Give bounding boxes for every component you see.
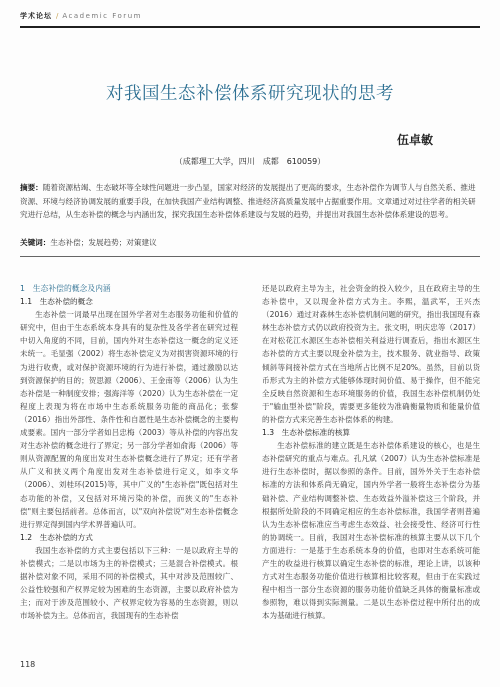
- journal-section-cn: 学术论坛: [20, 12, 52, 20]
- right-column: [262, 282, 480, 622]
- abstract: [20, 181, 480, 222]
- left-column: [20, 282, 238, 622]
- section-heading: 1 生态补偿的概念及内涵: [20, 284, 111, 293]
- subsection-heading: 1.1 生态补偿的概念: [20, 297, 93, 307]
- journal-section-en: Academic Forum: [62, 12, 142, 20]
- journal-header: [20, 10, 142, 22]
- body-paragraph: 生态补偿标准的建立既是生态补偿体系建设的核心，也是生态补偿研究的重点与难点。孔凡斌（2007）认为生态补偿标准是进行生态补偿时，据以参照的条件。目前，国外外关于生态补偿标准的方法和体系尚无确定，国内外学者一般将生态补偿分为基础补偿、产业结构调整补偿、生态效益外溢补偿这三个阶段，并根据所处阶段的不同确定相应的生态补偿标准，我国学者则普遍认为生态补偿标准应当考虑生态效益、社会接受性、经济可行性的协调统一。目前，我国对生态补偿标准的核算主要从以下几个方面进行：一是基于生态系统本身的价值，也即对生态系统可能产生的收益进行核算以确定生态补偿的标准，理论上讲，以该种方式对生态服务功能价值进行核算相比较客观，但由于在实践过程中相当一部分生态资源的服务功能价值缺乏具体的衡量标准或参照物，难以得到实际测量。二是以生态补偿过程中所付出的成本为基础进行核算。: [262, 441, 480, 621]
- keywords-text: 生态补偿；发展趋势；对策建议: [50, 238, 157, 247]
- page-number: 118: [20, 660, 36, 669]
- header-separator: /: [56, 12, 59, 20]
- subsection-heading: 1.2 生态补偿的方式: [20, 532, 93, 542]
- body-paragraph: 还是以政府主导为主，社会资金的投入较少，且在政府主导的生态补偿中，又以现金补偿方式为主。李熙，温武军，王兴杰（2016）通过对森林生态补偿机制问题的研究，指出我国现有森林生态补偿方式仍以政府投资为主。张文明，明庆忠等（2017）在对松花江水源区生态补偿相关利益进行调查后，指出水源区生态补偿的方式主要以现金补偿为主，技术服务、就业指导、政策倾斜等间接补偿方式在当地所占比例不足20%。虽然，目前以货币形式为主的补偿方式能够体现时间价值、易于操作，但不能完全反映自然资源和生态环境服务的价值，我国生态补偿机制仍处于"输血型补偿"阶段，需要更多能较为准确衡量物质和能量价值的补偿方式来完善生态补偿体系的构建。: [262, 284, 480, 424]
- keywords: [20, 236, 480, 249]
- keywords-label: 关键词：: [20, 238, 51, 247]
- body-paragraph: 我国生态补偿的方式主要包括以下三种：一是以政府主导的补偿模式；二是以市场为主的补偿模式；三是混合补偿模式。根据补偿对象不同，采用不同的补偿模式，其中对涉及范围较广、公益性较强和产权界定较为困难的生态资源，主要以政府补偿为主；而对于涉及范围较小、产权界定较为容易的生态资源，则以市场补偿为主。总体而言，我国现有的生态补偿: [20, 545, 238, 621]
- abstract-text: 随着资源枯竭、生态破坏等全球性问题进一步凸显，国家对经济的发展提出了更高的要求，生态补偿作为调节人与自然关系、推进资源、环境与经济协调发展的重要手段，在加快我国产业结构调整、推进经济高质量发展中占据重要作用。文章通过对过往学者的相关研究进行总结，从生态补偿的概念与内涵出发，探究我国生态补偿体系建设与发展的趋势，并提出对我国生态补偿体系建设的思考。: [20, 183, 476, 219]
- body-paragraph: 生态补偿一词最早出现在国外学者对生态服务功能和价值的研究中，但由于生态系统本身具有的复杂性及各学者在研究过程中切入角度的不同，目前，国内外对生态补偿这一概念的定义还未统一。毛显强（2002）将生态补偿定义为对损害资源环境的行为进行收费，或对保护资源环境的行为进行补偿，通过激励以达到资源保护的目的；贺思源（2006）、王金南等（2006）认为生态补偿是一种制度安排；强海洋等（2020）认为生态补偿在一定程度上表现为将在市场中生态系统服务功能的商品化；张黎（2016）指出外部性、条件性和自愿性是生态补偿概念的主要构成要素。国内一部分学者如吕忠梅（2003）等从补偿的内容出发对生态补偿的概念进行了界定；另一部分学者如俞海（2006）等则从资源配置的角度出发对生态补偿概念进行了界定；还有学者从广义和狭义两个角度出发对生态补偿进行定义，如李文华（2006）、刘桂环(2015)等，其中广义的"生态补偿"既包括对生态功能的补偿，又包括对环境污染的补偿，而狭义的"生态补偿"则主要包括前者。总体而言，以"双向补偿说"对生态补偿概念进行界定得到国内学术界普遍认可。: [20, 310, 238, 529]
- abstract-label: 摘要：: [20, 183, 43, 192]
- article-title: 对我国生态补偿体系研究现状的思考: [106, 84, 394, 104]
- subsection-heading: 1.3 生态补偿标准的核算: [262, 428, 351, 438]
- author-name: 伍卓敏: [397, 133, 434, 147]
- author-affiliation: （成都理工大学，四川 成都 610059）: [174, 157, 326, 166]
- header-rule: [20, 26, 480, 28]
- abstract-divider: [20, 256, 480, 257]
